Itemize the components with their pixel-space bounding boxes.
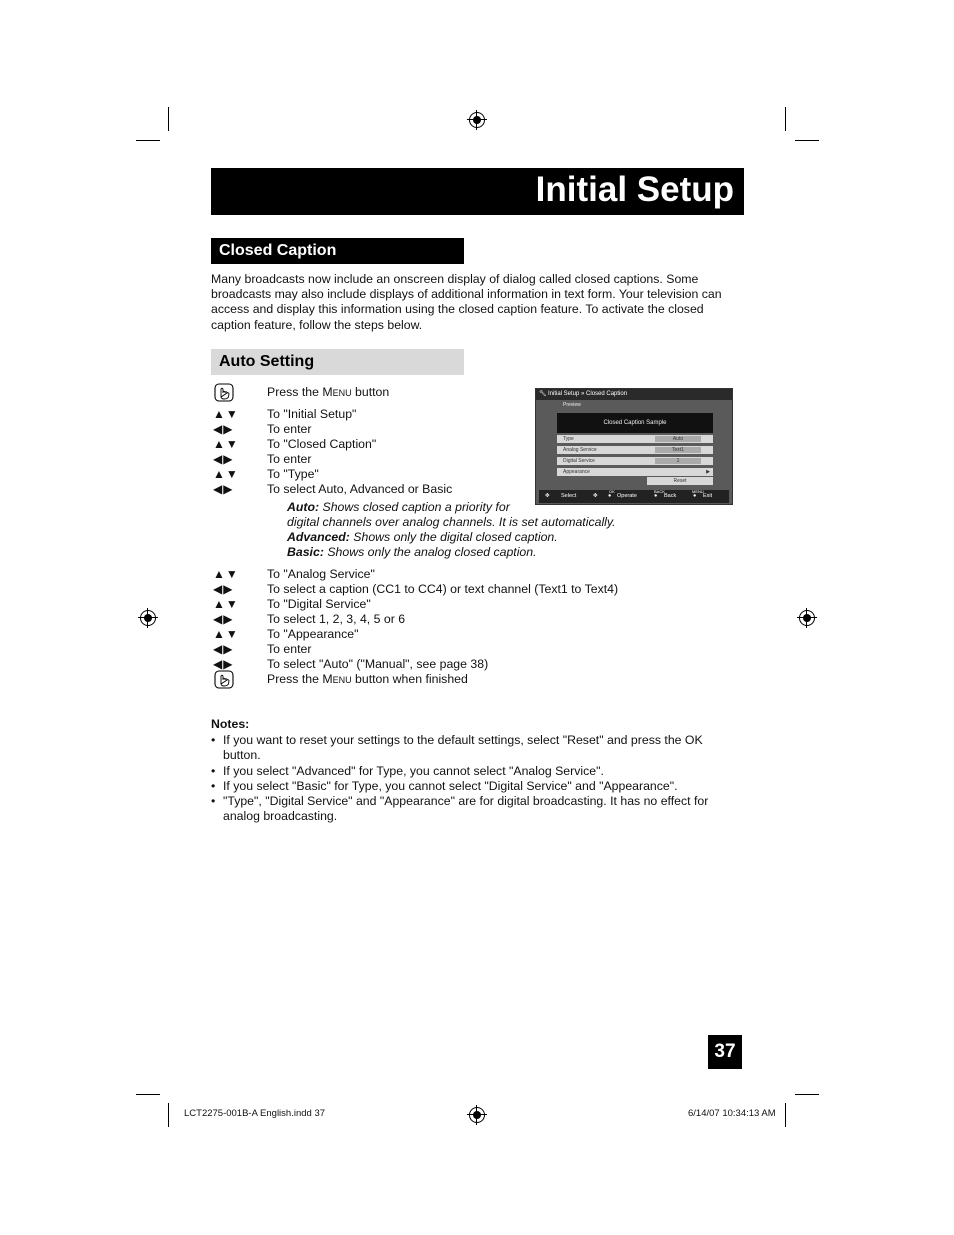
tv-row-digital-service: Digital Service 1 (557, 457, 713, 465)
section-heading: Closed Caption (211, 238, 464, 264)
step-text: To select "Auto" ("Manual", see page 38) (267, 657, 489, 671)
note-item: • If you want to reset your settings to the default settings, select "Reset" and press the OK button. (211, 733, 741, 764)
tv-caption-sample: Closed Caption Sample (557, 413, 713, 433)
registration-mark-icon (469, 1107, 485, 1123)
ok-button-icon: ● (608, 493, 612, 499)
up-down-arrow-icon: ▲▼ (213, 567, 239, 581)
intro-paragraph: Many broadcasts now include an onscreen display of dialog called closed captions. Some broadcasts may also include displays of additional information in text form. Your television can access and display this information using the closed caption feature. To activate the closed caption feature, follow the steps below. (211, 272, 722, 332)
step-text: To select 1, 2, 3, 4, 5 or 6 (267, 612, 406, 626)
tv-menu-footer: ✥ Select ✥ OK ● Operate BACK ● Back MENU ● Exit (539, 490, 729, 503)
tv-row-type: Type Auto (557, 435, 713, 443)
step-text: To "Type" (267, 467, 319, 481)
registration-mark-icon (140, 610, 156, 626)
dpad-icon: ✥ (545, 493, 550, 499)
up-down-arrow-icon: ▲▼ (213, 437, 239, 451)
page-title-bar (211, 168, 744, 215)
page-title: Initial Setup (535, 170, 734, 209)
left-right-arrow-icon: ◀▶ (213, 657, 234, 671)
dpad-icon: ✥ (593, 493, 598, 499)
step-text: To "Analog Service" (267, 567, 375, 581)
left-right-arrow-icon: ◀▶ (213, 612, 234, 626)
footer-timestamp: 6/14/07 10:34:13 AM (688, 1108, 776, 1119)
back-button-icon: ● (654, 493, 658, 499)
left-right-arrow-icon: ◀▶ (213, 582, 234, 596)
up-down-arrow-icon: ▲▼ (213, 407, 239, 421)
tv-menu-screenshot (535, 388, 733, 505)
step-text: To enter (267, 452, 312, 466)
step-text: Press the Menu button (267, 385, 390, 399)
remote-hand-icon (213, 381, 235, 403)
tv-row-analog-service: Analog Service Text1 (557, 446, 713, 454)
step-text: To enter (267, 422, 312, 436)
crop-mark (168, 1103, 169, 1127)
notes-list (211, 733, 741, 825)
left-right-arrow-icon: ◀▶ (213, 482, 234, 496)
left-right-arrow-icon: ◀▶ (213, 422, 234, 436)
arrow-right-icon: ▶ (706, 469, 710, 475)
note-item: • If you select "Advanced" for Type, you cannot select "Analog Service". (211, 764, 741, 779)
tv-menu-breadcrumb: 🔧︎ Initial Setup » Closed Caption (536, 389, 732, 400)
crop-mark (785, 1103, 786, 1127)
note-item: • "Type", "Digital Service" and "Appearance" are for digital broadcasting. It has no effect for analog broadcasting. (211, 794, 741, 825)
step-text: To enter (267, 642, 312, 656)
crop-mark (136, 140, 160, 141)
footer-filename: LCT2275-001B-A English.indd 37 (184, 1108, 326, 1119)
step-text: To select a caption (CC1 to CC4) or text channel (Text1 to Text4) (267, 582, 619, 596)
up-down-arrow-icon: ▲▼ (213, 467, 239, 481)
step-text: To "Appearance" (267, 627, 359, 641)
remote-hand-icon (213, 668, 235, 690)
wrench-icon: 🔧︎ (539, 391, 547, 397)
step-text: To "Closed Caption" (267, 437, 377, 451)
up-down-arrow-icon: ▲▼ (213, 627, 239, 641)
crop-mark (795, 140, 819, 141)
crop-mark (785, 107, 786, 131)
page-number: 37 (708, 1035, 742, 1069)
tv-preview-label: Preview (563, 402, 581, 408)
note-item: • If you select "Basic" for Type, you cannot select "Digital Service" and "Appearance". (211, 779, 741, 794)
step-text: Press the Menu button when finished (267, 672, 468, 686)
left-right-arrow-icon: ◀▶ (213, 642, 234, 656)
type-description: Advanced: Shows only the digital closed caption. (287, 530, 558, 544)
subsection-heading: Auto Setting (211, 349, 464, 375)
step-text: To "Digital Service" (267, 597, 371, 611)
crop-mark (136, 1094, 160, 1095)
tv-reset-button: Reset (647, 477, 713, 485)
step-text: To "Initial Setup" (267, 407, 357, 421)
type-description: digital channels over analog channels. It is set automatically. (287, 515, 616, 529)
left-right-arrow-icon: ◀▶ (213, 452, 234, 466)
step-text: To select Auto, Advanced or Basic (267, 482, 453, 496)
menu-button-icon: ● (693, 493, 697, 499)
type-description: Basic: Shows only the analog closed caption. (287, 545, 537, 559)
type-description: Auto: Shows closed caption a priority for (287, 500, 510, 514)
tv-row-appearance: Appearance ▶ (557, 468, 713, 476)
crop-mark (168, 107, 169, 131)
registration-mark-icon (799, 610, 815, 626)
up-down-arrow-icon: ▲▼ (213, 597, 239, 611)
crop-mark (795, 1094, 819, 1095)
notes-title: Notes: (211, 717, 250, 731)
registration-mark-icon (469, 112, 485, 128)
